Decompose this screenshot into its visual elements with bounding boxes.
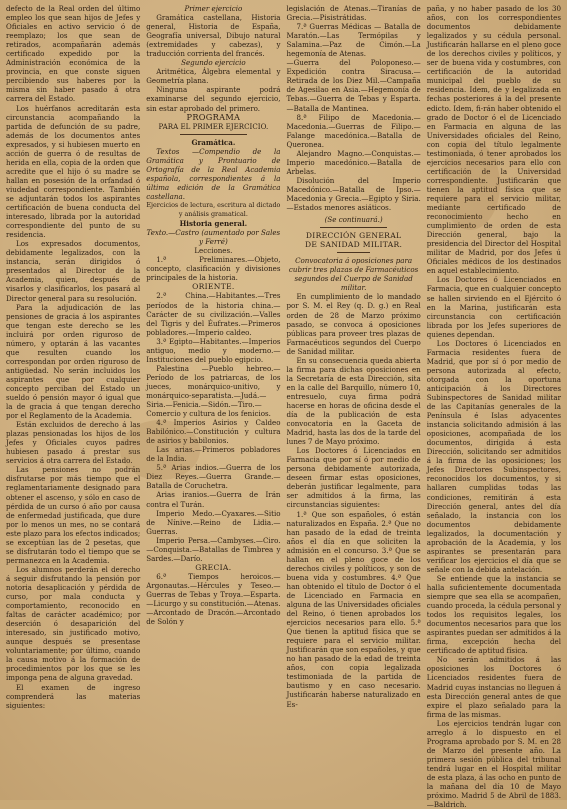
paragraph: Los Doctores ó Licenciados en Farmacia, que en cualquier concepto se hallen sirviendo en el Ejército ó en la Marina, justificarán esta circunstancia con certificación librada por los Jefes superiores de quienes dependan. — [426, 275, 561, 339]
heading-grecia: GRECIA. — [195, 562, 232, 572]
heading-programa: PROGRAMA — [186, 111, 241, 122]
paragraph: 3.ª Egipto—Habitantes.—Imperios antiguo, medio y moderno.—Instituciones del pueblo egipcio. — [146, 336, 281, 364]
paragraph: En cumplimiento de lo mandado por S. M. el Rey (q. D. g.) en Real orden de 28 de Marzo próximo pasado, se convoca á oposiciones públicas para proveer tres plazas de Farmacéuticos segundos del Cuerpo de Sanidad militar. — [286, 292, 421, 356]
paragraph: Los huérfanos acreditarán esta circunstancia acompañando la partida de defunción de su padre, además de los documentos antes expresados, y si hubiesen muerto en acción de guerra ó de resultas de herida en ella, copia de la orden que acredite que el hijo ó su madre se hallan en posesión de la orfandad ó viudedad correspondiente. También se adjuntarán todos los aspirantes certificación de buena conducta del interesado, librada por la autoridad correspondiente del punto de su residencia. — [6, 103, 141, 240]
paragraph: Las pensiones no podrán disfrutarse por más tiempo que el reglamentariamente designado para obtener el ascenso, y sólo en caso de pérdida de un curso ó año por causa de enfermedad justificada, que dure por lo menos un mes, no se contará este plazo para los efectos indicados; se exceptúan las de 2 pesetas, que se disfrutarán todo el tiempo que se permanezca en la Academia. — [6, 465, 141, 565]
section-subtitle: DE SANIDAD MILITAR. — [305, 240, 403, 250]
paragraph: Textos —Compendio de la Gramática y Prontuario de Ortografía de la Real Academia española, correspondientes á la última edición de la Gramática castellana. — [146, 146, 281, 201]
paragraph: Ejercicios de lectura, escritura al dictado y análisis gramatical. — [146, 200, 281, 219]
paragraph: Gramática castellana, Historia general, Historia de España, Geografía universal, Dibujo natural (extremidades y cabezas), y traducción corrienta del francés. — [146, 13, 281, 59]
paragraph: 5.ª Arias indios.—Guerra de los Diez Reyes.—Guerra Grande.—Batalla de Coruchetra. — [146, 463, 281, 491]
column-4 — [426, 4, 562, 809]
convocatoria-title: Convocatoria á oposiciones para cubrir tres plazas de Farmacéuticos segundos del Cuerpo de Sanidad militar. — [288, 256, 419, 293]
paragraph: Imperio Persa.—Cambyses.—Ciro.—Conquista.—Batallas de Timbrea y Sardes.—Darío. — [146, 535, 281, 563]
paragraph: 4.ª Imperios Asirios y Caldeo Babilónico.—Constitución y cultura de asirios y babilonios. — [146, 418, 281, 446]
paragraph: 6.ª Tiempos heroicos.—Argonautas.—Hércules y Teseo.—Guerras de Tebas y Troya.—Esparta.—Licurgo y su constitución.—Atenas.—Arcontado de Dracón.—Arcontado de Solón y — [146, 571, 281, 627]
paragraph: Están excluidos de derecho á las plazas pensionadas los hijos de los Jefes y Oficiales cuyos padres hubiesen pasado á prestar sus servicios á otra carrera del Estado. — [6, 420, 141, 466]
paragraph: No serán admitidos á las oposiciones los Doctores ó Licenciados residentes fuera de Madrid cuyas instancias no lleguen á esta Dirección general antes de que expire el plazo señalado para la firma de las mismas. — [426, 655, 561, 719]
paragraph: —Guerra del Poloponeso.—Expedición contra Siracusa.—Retirada de los Diez Mil.—Campaña de Agesilao en Asia.—Hegemonía de Tebas.—Guerra de Tebas y Esparta.—Batalla de Mantinea. — [286, 58, 421, 113]
heading-historia: Historia general. — [179, 219, 248, 229]
divider — [180, 134, 247, 135]
paragraph: defecto de la Real orden del último empleo los que sean hijos de Jefes y Oficiales en activo servicio ó de reemplazo; los que sean de retirados, acompañarán además certificado expedido por la Administración económica de la provincia, en que conste siguen percibiendo sus haberes por la misma sin haber pasado á otra carrera del Estado. — [6, 4, 141, 104]
column-2 — [146, 4, 280, 794]
heading-lecciones: Lecciones. — [194, 246, 233, 256]
paragraph: Palestina —Pueblo hebreo.—Período de los patriarcas, de los jueces, monárquico-unitivo, y monárquico-separatista.—Judá.—Siria.—Fenicia.—Sidón.—Tiro.—Comercio y cultura de los fenicios. — [146, 363, 281, 419]
paragraph: En su consecuencia queda abierta la firma para dichas oposiciones en la Secretaría de esta Dirección, sita en la calle del Barquillo, número 10, entresuelo, cuya firma podrá hacerse en horas de oficina desde el día de la publicación de esta convocatoria en la Gaceta de Madrid, hasta las dos de la tarde del lunes 7 de Mayo próximo. — [286, 355, 421, 447]
paragraph: Los alumnos perderán el derecho á seguir disfrutando la pensión por notoria desaplicación y pérdida de curso, por mala conducta y comportamiento, reconocido en faltas de carácter académico; por deserción ó desaparición del interesado, sin justificado motivo, aunque después se presentase voluntariamente; por último, cuando la causa motivo á la formación de procedimientos por los que se les imponga pena de alguna gravedad. — [6, 564, 141, 683]
paragraph: Imperio Medo.—Cyaxares.—Sitio de Nínive.—Reino de Lidia.—Guerras. — [146, 508, 281, 536]
paragraph: Disolución del Imperio Macedónico.—Batalla de Ipso.—Macedonia y Grecia.—Egipto y Siria.—Estados menores asiáticos. — [286, 175, 421, 213]
paragraph: El examen de ingreso comprenderá las materias siguientes: — [6, 682, 141, 710]
paragraph: 7.ª Guerras Médicas — Batalla de Maratón.—Las Termópilas y Salamina.—Paz de Cimón.—La hegemonía de Atenas. — [286, 22, 421, 59]
divider — [320, 227, 387, 228]
paragraph: Los Doctores ó Licenciados en Farmacia que por sí ó por medio de persona debidamente autorizada, deseen firmar estas oposiciones, deberán justificar legalmente, para ser admitidos á la firma, las circunstancias siguientes: — [286, 446, 421, 510]
paragraph: Alejandro Magno.—Conquistas.—Imperio macedónico.—Batalla de Arbelas. — [286, 148, 421, 176]
paragraph: Las arias.—Primeros pobladores de la India. — [146, 445, 281, 464]
paragraph: legislación de Atenas.—Tiranías de Grecia.—Pisistrátidas. — [286, 4, 421, 23]
subheading-programa: PARA EL PRIMER EJERCICIO. — [158, 121, 269, 131]
paragraph: 1.ª Que son españoles, ó están naturalizados en España. 2.ª Que no han pasado de la edad de treinta años el día en que soliciten la admisión en el concurso. 3.ª Que se hallan en el pleno goce de los derechos civiles y políticos, y son de buena vida y costumbres. 4.ª Que han obtenido el título de Doctor ó el de Licenciado en Farmacia en alguna de las Universidades oficiales del Reino, ó tienen aprobados los ejercicios necesarios para ello. 5.ª Que tienen la aptitud física que se requiere para el servicio militar. Justificarán que son españoles, y que no han pasado de la edad de treinta años, con copia legalizada testimoniada de la partida de bautismo y en caso necesario. Justificarán haberse naturalizado en Es- — [286, 509, 421, 709]
section-title: DIRECCIÓN GENERAL — [305, 231, 402, 241]
paragraph: Los ejercicios tendrán lugar con arreglo á lo dispuesto en el Programa aprobado por S. M. en 28 de Marzo del presente año. La primera sesión pública del tribunal tendrá lugar en el Hospital militar de esta plaza, á las ocho en punto de la mañana del día 10 de Mayo próximo. Madrid 5 de Abril de 1883.—Baldrich. — [426, 718, 561, 809]
paragraph: 8.ª Filipo de Macedonia.—Macedonia.—Guerras de Filipo.—Falange macedónica.—Batalla de Queronea. — [286, 112, 421, 149]
column-3 — [287, 4, 421, 794]
paragraph: Ninguna aspirante podrá examinarse del segundo ejercicio, sin estar aprobado del primero. — [146, 85, 281, 113]
continuation-note: (Se continuará.) — [324, 215, 383, 225]
paragraph: Arias iranios.—Guerra de Irán contra el Turán. — [146, 490, 281, 509]
paragraph: Aritmética, Álgebra elemental y Geometría plana. — [146, 67, 281, 86]
heading-gramatica: Gramática. — [191, 137, 236, 147]
paragraph: 2.ª China.—Habitantes.—Tres períodos de la historia china.—Carácter de su civilización.—Valles del Tigris y del Éufrates.—Primeros pobladores.—Imperio caldeo. — [146, 291, 281, 337]
column-1 — [6, 4, 140, 794]
paragraph: Texto.—Castro (aumentado por Sales y Ferré) — [146, 228, 281, 247]
paragraph: 1.ª Preliminares.—Objeto, concepto, clasificación y divisiones principales de la historia. — [146, 255, 281, 283]
divider — [337, 252, 371, 253]
paragraph: Los expresados documentos, debidamente legalizados, con la instancia, serán dirigidos ó presentados al Director de la Academia, quien, después de visarlos y clasificarlos, los pasará al Director general para su resolución. — [6, 239, 141, 303]
paragraph: Para la adjudicación de las pensiones de gracia á los aspirantes que tengan este derecho se les incluirá por orden riguroso de número, y optarán á las vacantes que resulten cuando los correspondan por orden riguroso de antigüedad. No serán incluidos los aspirantes que por cualquier concepto perciban del Estado un sueldo ó pensión mayor ó igual que la de gracia á que tengan derecho por el Reglamento de la Academia. — [6, 302, 141, 421]
heading-primer-ejercicio: Primer ejercicio — [184, 4, 243, 13]
paragraph: paña, y no haber pasado de los 30 años, con los correspondientes documentos debidamente legalizados y su cédula personal. Justificarán hallarse en el pleno goce de los derechos civiles y políticos, y ser de buena vida y costumbres, con certificación de la autoridad municipal del pueblo de su residencia. Idem, de y legalizada en fechas posteriores á la del presente edicto. Idem, fi-rán haber obtenido el grado de Doctor ó el de Licenciado en Farmacia en alguna de las Universidades oficiales del Reino, con copia del título legalmente testimoniada, ó tener aprobados los ejercicios necesarios para ello con certificación de la Universidad correspondiente. Justificarán que tienen la aptitud física que se requiere para el servicio militar, mediante certificado de reconocimiento hecho en cumplimiento de orden de esta Dirección general, bajo la presidencia del Director del Hospital militar de Madrid, por dos Jefes ú Oficiales médicos de los destinados en aquel establecimiento. — [426, 4, 562, 276]
heading-segundo-ejercicio: Segundo ejercicio — [181, 58, 246, 68]
paragraph: Se entiende que la instancia se halla suficientemente documentada siempre que sea ella se acompañen, cuando proceda, la cédula personal y todos los requisitos legales, los documentos necesarios para que los aspirantes puedan ser admitidos á la firma, excepción hecha del certificado de aptitud física. — [426, 573, 561, 656]
heading-oriente: ORIENTE. — [192, 282, 235, 292]
paragraph: Los Doctores ó Licenciados en Farmacia residentes fuera de Madrid, que por sí ó por medio de persona autorizada al efecto, otorgada con la oportuna anticipación á los Directores Subinspectores de Sanidad militar de las Capitanías generales de la Península é Islas adyacentes instancia solicitando admisión á las oposiciones, acompañada de los documentos, dirigida á esta Dirección, solicitando ser admitidos á la firma de las oposiciones; los Jefes Directores Subinspectores, reconocidos los documentos, y si hallaren cumplidas todas las condiciones, remitirán á esta Dirección general, antes del día señalado, la instancia con los documentos debidamente legalizados, la documentación y aprobación de la Academia, y los aspirantes se presentarán para verificar los ejercicios el día que se señale con la debida antelación. — [426, 338, 561, 574]
